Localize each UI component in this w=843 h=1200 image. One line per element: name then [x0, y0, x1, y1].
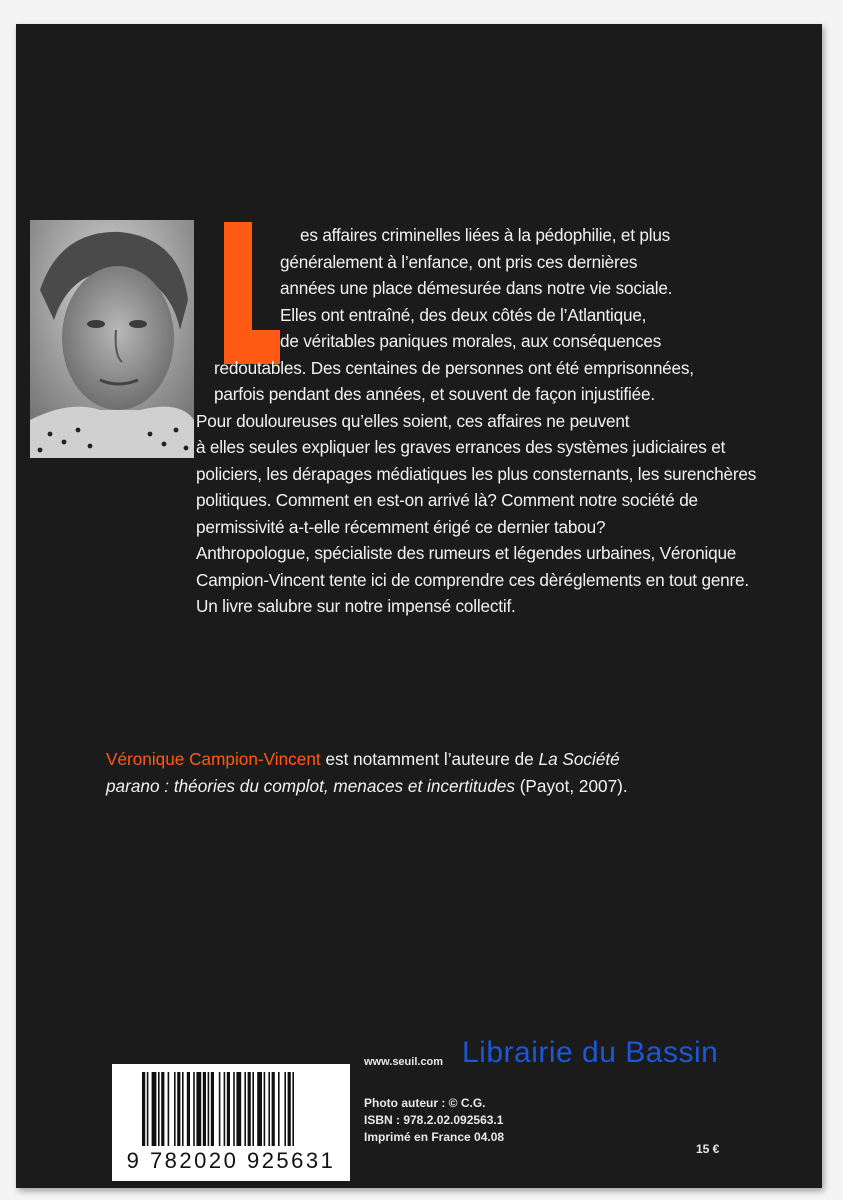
barcode-bar	[196, 1072, 201, 1146]
blurb-line: politiques. Comment en est-on arrivé là? Comment notre société de	[196, 490, 698, 510]
publisher-website: www.seuil.com	[364, 1056, 444, 1068]
barcode-bar	[208, 1072, 210, 1146]
barcode-bar	[158, 1072, 160, 1146]
isbn-barcode	[112, 1064, 350, 1181]
barcode-number: 9 782020 925631	[126, 1148, 336, 1173]
bookshop-stamp: Librairie du Bassin	[462, 1036, 719, 1069]
barcode-bar	[288, 1072, 291, 1146]
barcode-bar	[227, 1072, 230, 1146]
barcode-bar	[264, 1072, 266, 1146]
barcode-bar	[272, 1072, 275, 1146]
barcode-bar	[248, 1072, 251, 1146]
blurb-line: à elles seules expliquer les graves errances des systèmes judiciaires et	[196, 437, 726, 457]
blurb-line: Pour douloureuses qu’elles soient, ces affaires ne peuvent	[196, 410, 630, 431]
price: 15 €	[696, 1142, 720, 1156]
barcode-bar	[219, 1072, 221, 1146]
barcode-bar	[174, 1072, 176, 1146]
barcode-bar	[257, 1072, 262, 1146]
barcode-bar	[182, 1072, 184, 1146]
barcode-bar	[244, 1072, 246, 1146]
barcode-bar	[147, 1072, 149, 1146]
blurb-line: policiers, les dérapages médiatiques les plus consternants, les surenchères	[196, 463, 757, 484]
barcode-bar	[161, 1072, 164, 1146]
photo-credit: Photo auteur : © C.G.	[364, 1096, 486, 1110]
barcode-bar	[168, 1072, 170, 1146]
blurb-line: redoutables. Des centaines de personnes ont été emprisonnées,	[214, 357, 694, 378]
blurb-line: Un livre salubre sur notre impensé collectif.	[196, 596, 516, 616]
barcode-bar	[236, 1072, 241, 1146]
author-note-publisher: (Payot, 2007).	[514, 776, 628, 796]
blurb-text	[196, 222, 756, 620]
barcode-bar	[211, 1072, 214, 1146]
blurb-line: Campion-Vincent tente ici de comprendre ces dèréglements en tout genre.	[196, 569, 749, 590]
author-note-text: est notamment l’auteure de	[320, 749, 539, 769]
barcode-bar	[278, 1072, 280, 1146]
barcode-bar	[142, 1072, 145, 1146]
blurb-line: permissivité a-t-elle récemment érigé ce dernier tabou?	[196, 516, 606, 537]
blurb-line: Anthropologue, spécialiste des rumeurs et légendes urbaines, Véronique	[196, 543, 737, 563]
barcode-bar	[224, 1072, 226, 1146]
barcode-bar	[252, 1072, 254, 1146]
barcode-bar	[292, 1072, 294, 1146]
blurb-line: de véritables paniques morales, aux conséquences	[280, 331, 662, 351]
barcode-bar	[177, 1072, 180, 1146]
barcode-bar	[193, 1072, 195, 1146]
barcode-bar	[152, 1072, 157, 1146]
credits-block	[364, 1095, 504, 1146]
author-note	[106, 746, 786, 800]
barcode-bar	[233, 1072, 235, 1146]
blurb-line: parfois pendant des années, et souvent de façon injustifiée.	[214, 384, 655, 404]
isbn-text: ISBN : 978.2.02.092563.1	[364, 1113, 504, 1127]
book-title-part2: parano : théories du complot, menaces et incertitudes	[106, 776, 515, 796]
blurb-line: années une place démesurée dans notre vie sociale.	[280, 278, 673, 298]
blurb-line: es affaires criminelles liées à la pédophilie, et plus	[300, 225, 671, 245]
printed-info: Imprimé en France 04.08	[364, 1130, 505, 1144]
blurb-line: Elles ont entraîné, des deux côtés de l’Atlantique,	[280, 304, 647, 325]
book-title-part1: La Société	[538, 749, 620, 769]
author-name: Véronique Campion-Vincent	[106, 749, 321, 769]
barcode-bar	[203, 1072, 206, 1146]
barcode-bar	[284, 1072, 286, 1146]
blurb-line: généralement à l’enfance, ont pris ces dernières	[280, 251, 638, 272]
barcode-bar	[187, 1072, 190, 1146]
barcode-bar	[268, 1072, 270, 1146]
book-back-cover	[16, 24, 822, 1188]
author-photo	[30, 220, 194, 458]
